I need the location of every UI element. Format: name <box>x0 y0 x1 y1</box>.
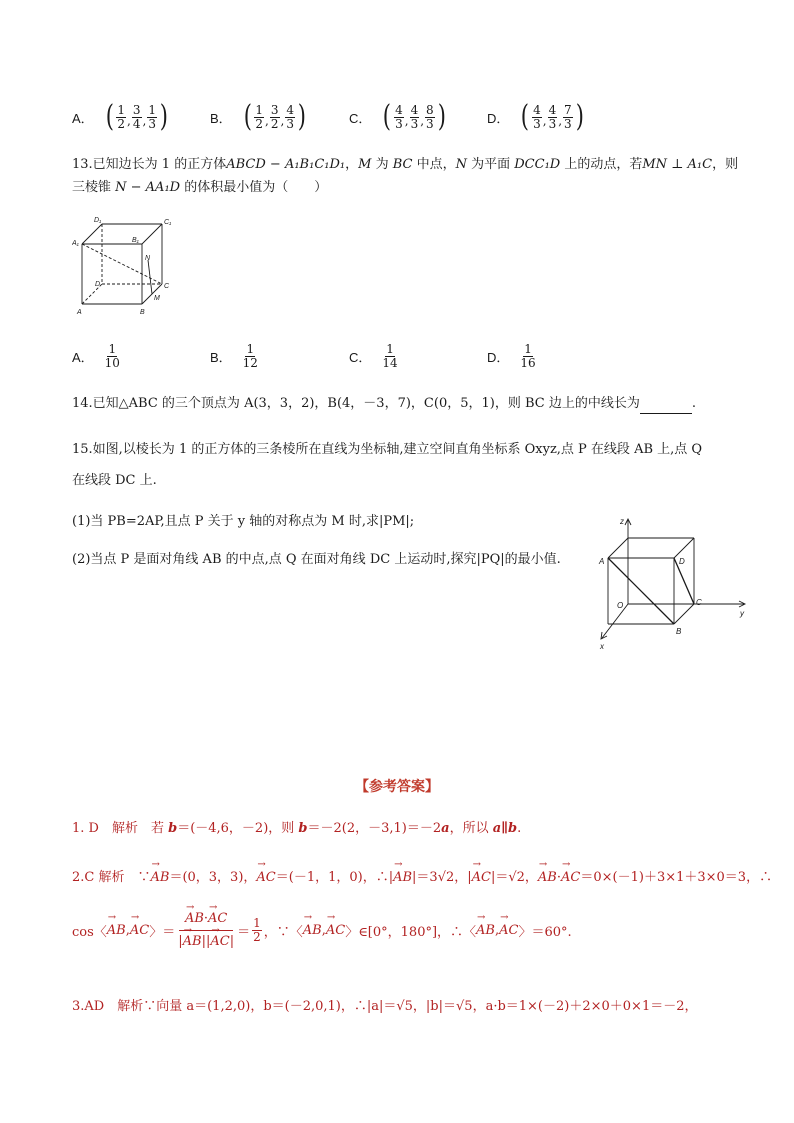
q13-text: ， <box>345 157 359 172</box>
vector-ac: → AC <box>130 923 149 938</box>
vector-ac: → AC <box>208 908 227 930</box>
answer-text: |＝√2， <box>490 870 538 885</box>
label-o: O <box>617 601 624 610</box>
frac-den: 16 <box>520 355 536 370</box>
q13-text: 的体积最小值为（ ） <box>180 180 328 195</box>
q13-options <box>72 336 592 376</box>
q13-math: M <box>358 157 372 172</box>
half-fraction <box>252 917 262 944</box>
answer-text: 〉∈[0°，180°]，∴〈 <box>345 925 477 940</box>
label-n: N <box>145 255 151 262</box>
edge <box>82 224 102 244</box>
label-b1: B₁ <box>132 237 139 244</box>
frac-num: 4 <box>548 102 557 117</box>
vector-ab: → AB <box>183 931 202 953</box>
answer-text: . <box>517 821 522 836</box>
q13-cube-figure <box>72 212 182 320</box>
q13-math: N <box>455 157 467 172</box>
q13-option-b <box>210 336 259 376</box>
q13-text: 为平面 <box>466 157 515 172</box>
comma: , <box>495 923 500 938</box>
label-x: x <box>600 642 604 651</box>
answer-text: cos〈 <box>72 925 107 940</box>
q13-math: ABCD <box>226 157 266 172</box>
option-label: B． <box>210 110 232 126</box>
q15-line2: 在线段 DC 上. <box>72 473 157 488</box>
frac-den: 2 <box>255 116 264 131</box>
frac-den: 3 <box>548 116 557 131</box>
label-a: A <box>599 557 605 566</box>
frac-num: 1 <box>246 341 255 356</box>
dot-operator: · <box>556 870 562 885</box>
x-axis <box>602 604 628 638</box>
answers-title: 【参考答案】 <box>355 779 439 795</box>
edge <box>674 604 694 624</box>
answer-text: |＝3√2，| <box>412 870 472 885</box>
frac-num: 1 <box>148 102 156 117</box>
q15-part1: (1)当 PB=2AP,且点 P 关于 y 轴的对称点为 M 时,求|PM|; <box>72 514 415 529</box>
answer-2-line2 <box>72 908 572 953</box>
option-label: D． <box>487 349 510 365</box>
answer-math: b <box>168 821 178 836</box>
label-d1: D₁ <box>94 217 102 224</box>
vector-ab: → AB <box>393 870 412 885</box>
answer-text: 2.C 解析 ∵ <box>72 870 151 885</box>
frac-num: 8 <box>426 102 434 117</box>
q13-line1 <box>72 155 738 175</box>
frac-den: 3 <box>533 116 541 131</box>
option-label: B． <box>210 349 232 365</box>
q13-math: BC <box>392 157 413 172</box>
q13-text: 上的动点，若 <box>560 157 643 172</box>
dot-operator: · <box>203 911 209 926</box>
edge <box>608 538 628 558</box>
segment-mn <box>148 260 152 294</box>
answer-text: ＝－2(2，－3,1)＝－2 <box>307 821 442 836</box>
answer-math: b <box>298 821 308 836</box>
q12-option-c: C． ( $\frac{4}{3}$ , $\frac{4}{3}$ , $\frac{8}{3}$ ) <box>349 99 446 134</box>
diagonal-ab <box>608 558 674 624</box>
comma: , <box>125 923 130 938</box>
q13-text: 中点， <box>412 157 456 172</box>
frac-num: 1 <box>255 102 264 117</box>
label-c: C <box>696 598 702 607</box>
cos-fraction: → $\frac{AB\cdot\to AC}{|\to AB||\to AC|}$ <box>178 908 234 953</box>
vector-ac: → AC <box>472 870 491 885</box>
vector-ab: → AB <box>185 908 204 930</box>
frac-den: 3 <box>564 116 572 131</box>
q13-option-d <box>487 336 537 376</box>
label-b: B <box>140 309 145 316</box>
q13-math: DCC₁D <box>514 157 561 172</box>
answer-text: ＝(－1，1，0)，∴| <box>275 870 394 885</box>
vector-ac: → AC <box>326 923 345 938</box>
frac-num: 3 <box>132 102 141 117</box>
frac-num: 1 <box>117 102 126 117</box>
answer-text: 〉＝60°. <box>518 925 572 940</box>
vector-ab: → AB <box>150 870 169 885</box>
option-label: A． <box>72 349 94 365</box>
q14 <box>72 394 696 414</box>
vector-ab: → AB <box>303 923 322 938</box>
frac-num: 4 <box>410 102 419 117</box>
q12-option-b: B． ( $\frac{1}{2}$ , $\frac{3}{2}$ , $\frac{4}{3}$ ) <box>210 99 306 134</box>
frac-den: 3 <box>148 116 156 131</box>
frac-den: 3 <box>410 116 419 131</box>
label-y: y <box>740 609 744 618</box>
q13-line2 <box>72 178 327 198</box>
answer-text: 〉＝ <box>149 925 176 940</box>
q12-option-d: D． ( $\frac{4}{3}$ , $\frac{4}{3}$ , $\frac{7}{3}$ ) <box>487 99 584 134</box>
frac-num: 4 <box>395 102 403 117</box>
q14-tail: . <box>691 396 696 411</box>
q13-text: − <box>265 157 285 172</box>
label-d: D <box>95 281 101 288</box>
frac-num: 3 <box>270 102 279 117</box>
answer-3: 3.AD 解析∵向量 a＝(1,2,0)，b＝(－2,0,1)，∴|a|＝√5，|b|＝√5，a·b＝1×(－2)＋2×0＋0×1＝－2， <box>72 999 698 1014</box>
frac-den: 12 <box>242 355 258 370</box>
q14-text: 14.已知△ABC 的三个顶点为 A(3，3，2)，B(4，－3，7)，C(0，5，1)，则 BC 边上的中线长为 <box>72 396 640 411</box>
frac-num: 1 <box>386 341 394 356</box>
frac-num: 1 <box>253 916 261 930</box>
frac-den: 3 <box>286 116 294 131</box>
frac-num: 4 <box>533 102 541 117</box>
edge <box>674 538 694 558</box>
frac-num: 7 <box>564 102 572 117</box>
q15-coordinate-cube-figure <box>592 512 752 654</box>
frac-num: 1 <box>108 341 117 356</box>
frac-num: 4 <box>286 102 294 117</box>
q13-text: ，则 <box>712 157 739 172</box>
option-label: A． <box>72 110 94 126</box>
answer-blank[interactable] <box>640 399 692 414</box>
vector-ab: → AB <box>538 870 557 885</box>
vector-ab: → AB <box>476 923 495 938</box>
label-m: M <box>154 295 160 302</box>
vector-ac: → AC <box>210 931 229 953</box>
q15-part2: (2)当点 P 是面对角线 AB 的中点,点 Q 在面对角线 DC 上运动时,探究|PQ|的最小值. <box>72 552 561 567</box>
q13-text: 三棱锥 <box>72 180 116 195</box>
q13-text: 为 <box>371 157 393 172</box>
answer-math: a <box>441 821 450 836</box>
answer-text: ＝(0，3，3)， <box>169 870 257 885</box>
q15-line1: 15.如图,以棱长为 1 的正方体的三条棱所在直线为坐标轴,建立空间直角坐标系 Oxyz,点 P 在线段 AB 上,点 Q <box>72 442 703 457</box>
q13-math: N − AA₁D <box>115 180 181 195</box>
q13-math: MN ⊥ A₁C <box>642 157 713 172</box>
q13-option-a <box>72 336 121 376</box>
comma: , <box>321 923 326 938</box>
answer-text: ，∵〈 <box>263 925 303 940</box>
frac-den: 2 <box>253 930 261 944</box>
answer-text: ＝(－4,6，－2)，则 <box>177 821 299 836</box>
option-label: C． <box>349 110 372 126</box>
q13-option-c <box>349 336 399 376</box>
label-b: B <box>676 627 682 636</box>
q12-options <box>72 97 592 137</box>
frac-den: 2 <box>270 116 279 131</box>
q13-math: A₁B₁C₁D₁ <box>284 157 346 172</box>
answer-1 <box>72 817 521 836</box>
edge <box>142 224 162 244</box>
option-label: D． <box>487 110 510 126</box>
label-a: A <box>77 309 82 316</box>
vector-ac: → AC <box>499 923 518 938</box>
q13-text: 13.已知边长为 1 的正方体 <box>72 157 227 172</box>
label-d: D <box>679 557 685 566</box>
answer-text: 1. D 解析 若 <box>72 821 169 836</box>
frac-den: 3 <box>395 116 403 131</box>
vector-ac: → AC <box>256 870 275 885</box>
q12-option-a: A． ( $\frac{1}{2}$ , $\frac{3}{4}$ , $\frac{1}{3}$ ) <box>72 99 168 134</box>
frac-den: 14 <box>382 355 398 370</box>
frac-den: 3 <box>426 116 434 131</box>
answer-2-line1 <box>72 866 772 885</box>
option-label: C． <box>349 349 372 365</box>
answer-text: ，所以 <box>449 821 493 836</box>
frac-den: 2 <box>117 116 126 131</box>
vector-ab: → AB <box>107 923 126 938</box>
vector-ac: → AC <box>561 870 580 885</box>
label-a1: A₁ <box>72 240 79 247</box>
answer-math: a∥b <box>492 821 518 836</box>
label-c1: C₁ <box>164 219 172 226</box>
frac-den: 10 <box>104 355 120 370</box>
answer-text: ＝ <box>237 925 251 940</box>
answer-text: ＝0×(－1)＋3×1＋3×0＝3，∴ <box>580 870 773 885</box>
frac-num: 1 <box>524 341 532 356</box>
label-z: z <box>620 517 624 526</box>
label-c: C <box>164 283 170 290</box>
frac-den: 4 <box>132 116 141 131</box>
